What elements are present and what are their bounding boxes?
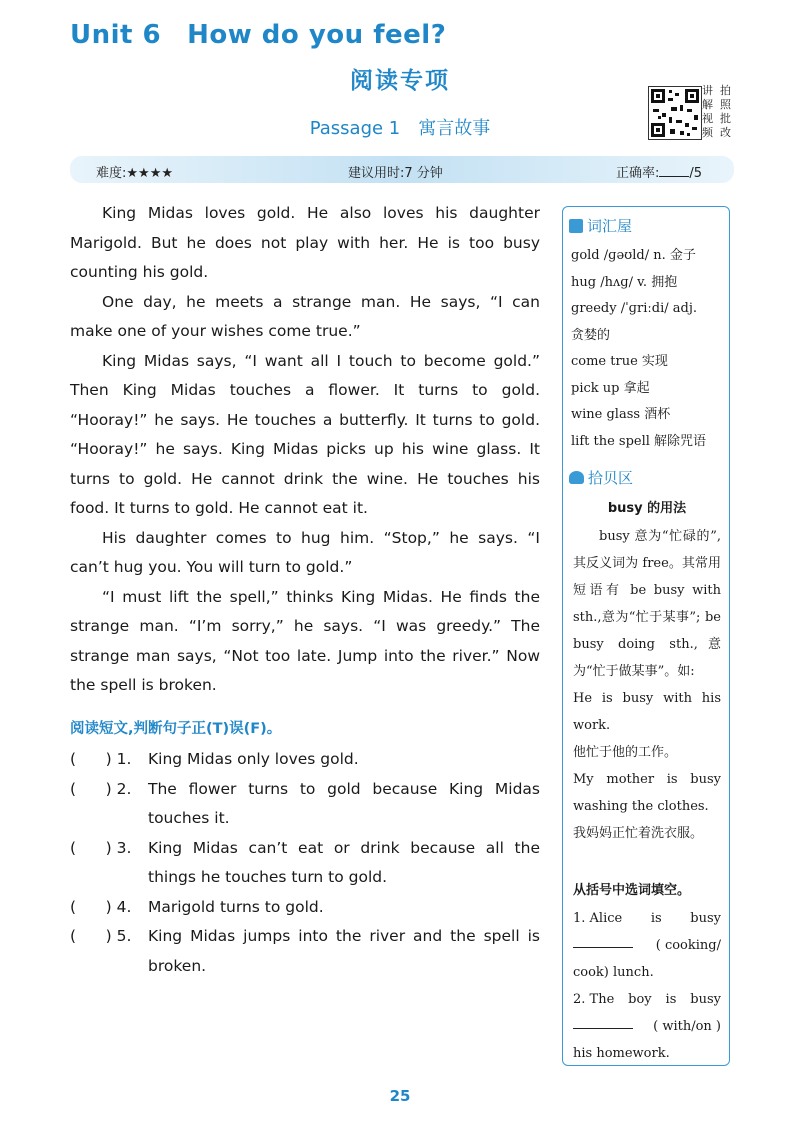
fill-word: busy bbox=[690, 911, 721, 926]
qr-label: 批 bbox=[720, 112, 731, 125]
usage-title: busy 的用法 bbox=[607, 501, 687, 516]
question-item bbox=[70, 775, 540, 834]
accuracy bbox=[616, 162, 702, 181]
sidebar bbox=[562, 206, 730, 1066]
fill-word: boy bbox=[628, 992, 652, 1007]
info-bar bbox=[70, 156, 734, 183]
qr-label: 改 bbox=[720, 126, 731, 139]
answer-bracket[interactable]: ( ) 2. bbox=[70, 779, 132, 798]
fill-blank[interactable] bbox=[573, 1013, 633, 1029]
page-number: 25 bbox=[389, 1087, 411, 1105]
task-instruction: 阅读短文,判断句子正(T)误(F)。 bbox=[70, 721, 282, 737]
fill-line: cook) lunch. bbox=[573, 965, 654, 980]
qr-label: 拍 bbox=[720, 84, 731, 97]
answer-bracket[interactable]: ( ) 5. bbox=[70, 927, 132, 945]
qr-label: 频 bbox=[702, 126, 713, 139]
accuracy-blank[interactable] bbox=[659, 164, 689, 177]
vocab-item: greedy /ˈɡriːdi/ adj. bbox=[571, 301, 697, 316]
passage bbox=[70, 199, 540, 701]
fill-line bbox=[573, 1013, 721, 1040]
fill-exercise bbox=[573, 905, 721, 1067]
vocab-item: hug /hʌɡ/ v. 拥抱 bbox=[571, 274, 678, 290]
question-item bbox=[70, 745, 540, 775]
fill-line bbox=[573, 932, 721, 959]
fill-word: 2. The bbox=[573, 992, 615, 1007]
vocab-header bbox=[569, 215, 632, 236]
fill-line bbox=[573, 905, 721, 932]
qr-label: 照 bbox=[720, 98, 731, 111]
accuracy-total: /5 bbox=[689, 166, 703, 181]
usage-example: My mother is busy washing the clothes. bbox=[573, 772, 721, 814]
vocab-item: 贪婪的 bbox=[571, 327, 611, 343]
question-item bbox=[70, 893, 540, 923]
unit-name: How do you feel? bbox=[187, 20, 447, 50]
answer-bracket[interactable]: ( ) 3. bbox=[70, 838, 132, 857]
usage-translation: 他忙于他的工作。 bbox=[573, 745, 678, 760]
fill-options: ( cooking/ bbox=[655, 938, 721, 953]
passage-genre: 寓言故事 bbox=[418, 118, 491, 139]
unit-title bbox=[70, 20, 446, 50]
qr-code[interactable] bbox=[648, 86, 702, 140]
fill-word: is bbox=[650, 911, 662, 926]
qr-label: 视 bbox=[702, 112, 713, 125]
question-item bbox=[70, 834, 540, 893]
vocab-item: pick up 拿起 bbox=[571, 380, 650, 396]
qr-label: 讲 bbox=[702, 84, 713, 97]
vocab-item: lift the spell 解除咒语 bbox=[571, 433, 707, 449]
qr-label: 解 bbox=[702, 98, 713, 111]
vocab-item: wine glass 酒杯 bbox=[571, 407, 671, 422]
fill-word: 1. Alice bbox=[573, 911, 623, 926]
fill-blank[interactable] bbox=[573, 932, 633, 948]
passage-paragraph: King Midas loves gold. He also loves his daughter Marigold. But he does not play with her. He is too busy counting his gold. bbox=[70, 204, 540, 281]
question-text: King Midas jumps into the river and the spell is broken. bbox=[148, 927, 540, 975]
vocab-item: come true 实现 bbox=[571, 354, 668, 369]
shell-title: 拾贝区 bbox=[588, 469, 634, 487]
vocab-title: 词汇屋 bbox=[587, 217, 633, 235]
section-title: 阅读专项 bbox=[350, 68, 450, 94]
fill-line bbox=[573, 986, 721, 1013]
question-text: King Midas only loves gold. bbox=[148, 750, 359, 768]
difficulty: 难度:★★★★ bbox=[96, 166, 173, 181]
book-icon bbox=[569, 219, 583, 233]
shell-icon bbox=[569, 471, 584, 484]
vocab-item: gold /ɡəʊld/ n. 金子 bbox=[571, 248, 696, 263]
passage-paragraph: “I must lift the spell,” thinks King Midas. He finds the strange man. “I’m sorry,” he says. “I was greedy.” The strange man says, “Not too late. Jump into the river.” Now the spell is broken. bbox=[70, 587, 540, 694]
usage-example: He is busy with his work. bbox=[573, 691, 721, 733]
suggested-time: 建议用时:7 分钟 bbox=[348, 166, 443, 181]
fill-word: is bbox=[665, 992, 677, 1007]
passage-label: Passage 1 bbox=[309, 118, 401, 139]
answer-bracket[interactable]: ( ) 1. bbox=[70, 750, 132, 768]
shell-header bbox=[569, 467, 633, 488]
fill-instruction: 从括号中选词填空。 bbox=[573, 883, 691, 898]
usage-translation: 我妈妈正忙着洗衣服。 bbox=[573, 826, 704, 841]
passage-paragraph: His daughter comes to hug him. “Stop,” he says. “I can’t hug you. You will turn to gold.” bbox=[70, 528, 540, 576]
question-text: King Midas can’t eat or drink because all the things he touches turn to gold. bbox=[148, 838, 540, 886]
passage-paragraph: One day, he meets a strange man. He says, “I can make one of your wishes come true.” bbox=[70, 292, 540, 340]
unit-number: Unit 6 bbox=[70, 20, 162, 50]
question-list bbox=[70, 745, 540, 981]
fill-word: busy bbox=[690, 992, 721, 1007]
question-item bbox=[70, 922, 540, 981]
question-text: The flower turns to gold because King Midas touches it. bbox=[148, 779, 540, 827]
usage-text: busy 意为“忙碌的”,其反义词为 free。其常用短语有 be busy with sth.,意为“忙于某事”; be busy doing sth.,意为“忙于做某事”。如: bbox=[573, 529, 721, 679]
fill-options: ( with/on ) bbox=[653, 1019, 721, 1034]
accuracy-label: 正确率: bbox=[616, 166, 660, 181]
answer-bracket[interactable]: ( ) 4. bbox=[70, 897, 132, 916]
question-text: Marigold turns to gold. bbox=[148, 897, 324, 916]
vocab-list bbox=[571, 243, 723, 455]
usage-notes bbox=[573, 523, 721, 847]
passage-paragraph: King Midas says, “I want all I touch to become gold.” Then King Midas touches a flower. It turns to gold. “Hooray!” he says. He touches a butterfly. It turns to gold. “Hooray!” he says. King Midas picks up his wine glass. It turns to gold. He cannot drink the wine. He touches his food. It turns to gold. He cannot eat it. bbox=[70, 351, 540, 517]
fill-line: his homework. bbox=[573, 1046, 670, 1061]
qr-caption bbox=[702, 84, 736, 140]
